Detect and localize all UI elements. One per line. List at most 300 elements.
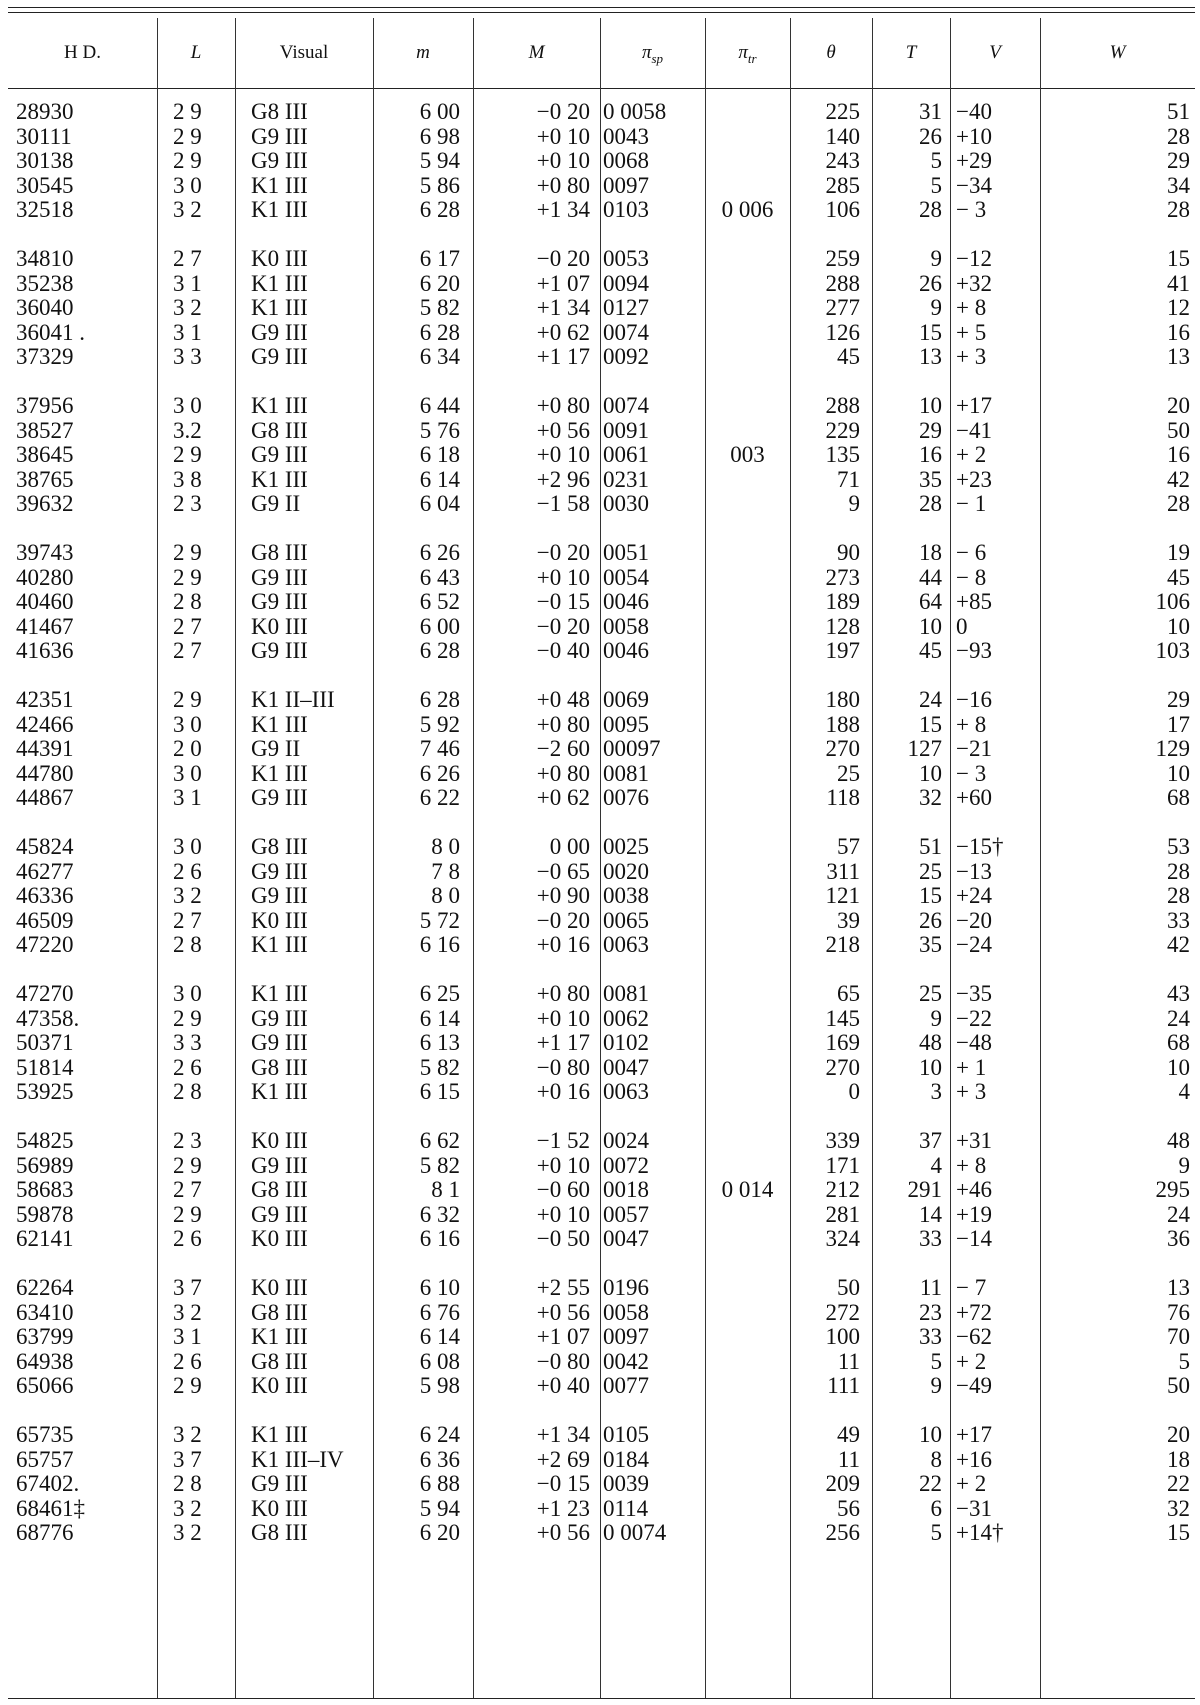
cell-l: 2 7 (173, 613, 202, 639)
cell-theta: 339 (825, 1128, 860, 1153)
cell-l: 3 2 (173, 295, 202, 321)
cell-v: − 6 (956, 540, 987, 565)
cell-m: 6 32 (419, 1201, 460, 1227)
cell-visual: K1 III (251, 711, 308, 737)
cell-l: 2 6 (173, 1054, 202, 1080)
cell-v: +14† (956, 1520, 1004, 1546)
cell-pi-tr: 003 (730, 442, 765, 468)
cell-theta: 288 (825, 270, 860, 296)
cell-w: 12 (1167, 295, 1190, 321)
cell-w: 29 (1167, 687, 1190, 712)
cell-hd: 38765 (16, 466, 74, 492)
cell-m: +0 10 (536, 1152, 590, 1178)
cell-l: 2 8 (173, 1471, 202, 1497)
cell-v: +23 (956, 466, 992, 492)
cell-t: 25 (919, 981, 942, 1006)
cell-t: 6 (930, 1495, 942, 1521)
cell-hd: 51814 (16, 1054, 74, 1080)
cell-pi-tr (705, 858, 790, 885)
cell-t: 15 (919, 711, 942, 737)
cell-visual: K1 II–III (251, 687, 335, 712)
cell-v: − 8 (956, 564, 987, 590)
cell-l: 2 0 (173, 736, 202, 762)
header-m-absolute: M (528, 42, 545, 63)
cell-t: 28 (919, 197, 942, 223)
cell-theta: 121 (825, 883, 860, 909)
cell-theta: 11 (837, 1446, 860, 1472)
cell-visual: K1 III (251, 932, 308, 958)
cell-visual: K1 III (251, 1422, 308, 1447)
cell-m: 6 17 (419, 246, 460, 271)
cell-v: −22 (956, 1005, 992, 1031)
cell-pi-sp: 0074 (603, 393, 649, 418)
cell-theta: 229 (825, 417, 860, 443)
cell-m: 6 04 (419, 491, 460, 517)
cell-pi-tr (705, 270, 790, 297)
cell-pi-tr (705, 539, 790, 566)
cell-t: 13 (919, 344, 942, 370)
cell-hd: 65066 (16, 1373, 74, 1399)
cell-hd: 68461‡ (16, 1495, 85, 1521)
cell-v: + 3 (956, 344, 987, 370)
cell-theta: 270 (825, 1054, 860, 1080)
cell-m: 6 28 (419, 638, 460, 664)
cell-l: 2 9 (173, 1201, 202, 1227)
cell-pi-tr (705, 1372, 790, 1399)
cell-m: +0 48 (536, 687, 590, 712)
cell-l: 2 7 (173, 907, 202, 933)
cell-hd: 62141 (16, 1226, 74, 1252)
cell-pi-tr (705, 1421, 790, 1448)
cell-m: 6 00 (419, 99, 460, 124)
cell-t: 22 (919, 1471, 942, 1497)
cell-m: −0 50 (536, 1226, 590, 1252)
cell-v: +29 (956, 148, 992, 174)
column-divider (950, 18, 951, 1698)
cell-v: + 2 (956, 1471, 987, 1497)
cell-visual: G8 III (251, 417, 308, 443)
cell-l: 2 7 (173, 246, 202, 271)
cell-hd: 65735 (16, 1422, 74, 1447)
cell-theta: 189 (825, 589, 860, 615)
cell-v: 0 (956, 613, 968, 639)
cell-m: 8 1 (431, 1177, 460, 1203)
cell-l: 3 2 (173, 1299, 202, 1325)
column-divider (600, 18, 601, 1698)
cell-visual: G9 III (251, 638, 308, 664)
cell-visual: K0 III (251, 613, 308, 639)
cell-visual: K1 III (251, 760, 308, 786)
cell-v: −49 (956, 1373, 992, 1399)
cell-l: 3 7 (173, 1446, 202, 1472)
cell-l: 2 9 (173, 564, 202, 590)
cell-pi-tr (705, 319, 790, 346)
cell-pi-sp: 0127 (603, 295, 649, 321)
cell-l: 3.2 (173, 417, 202, 443)
cell-theta: 126 (825, 319, 860, 345)
cell-pi-sp: 0196 (603, 1275, 649, 1300)
cell-m: +0 10 (536, 1005, 590, 1031)
cell-theta: 324 (825, 1226, 860, 1252)
header-pi-sp: $\pi_{sp}$ (641, 42, 664, 66)
cell-visual: G8 III (251, 1348, 308, 1374)
cell-m: −0 80 (536, 1348, 590, 1374)
cell-pi-sp: 0077 (603, 1373, 649, 1399)
cell-visual: G8 III (251, 1520, 308, 1546)
cell-visual: G9 III (251, 1471, 308, 1497)
cell-visual: K1 III (251, 393, 308, 418)
cell-v: − 1 (956, 491, 987, 517)
cell-pi-tr (705, 1470, 790, 1497)
cell-hd: 53925 (16, 1079, 74, 1105)
cell-w: 129 (1155, 736, 1190, 762)
cell-t: 64 (919, 589, 942, 615)
cell-m: 5 86 (419, 172, 460, 198)
cell-visual: G8 III (251, 1177, 308, 1203)
cell-theta: 111 (827, 1373, 860, 1399)
cell-v: + 5 (956, 319, 987, 345)
cell-v: + 2 (956, 1348, 987, 1374)
cell-l: 3 3 (173, 1030, 202, 1056)
cell-t: 8 (930, 1446, 942, 1472)
cell-theta: 49 (837, 1422, 860, 1447)
cell-theta: 100 (825, 1324, 860, 1350)
cell-pi-tr (705, 613, 790, 640)
cell-pi-tr (705, 1519, 790, 1546)
cell-pi-tr (705, 833, 790, 860)
cell-pi-sp: 0062 (603, 1005, 649, 1031)
cell-visual: G8 III (251, 99, 308, 124)
cell-m: +0 10 (536, 564, 590, 590)
header-m-apparent: m (416, 42, 430, 63)
cell-m: 6 20 (419, 1520, 460, 1546)
cell-m: 5 82 (419, 1054, 460, 1080)
cell-visual: G9 III (251, 785, 308, 811)
cell-hd: 64938 (16, 1348, 74, 1374)
cell-m: +2 55 (536, 1275, 590, 1300)
cell-m: 6 15 (419, 1079, 460, 1105)
cell-t: 5 (930, 1348, 942, 1374)
cell-t: 10 (919, 760, 942, 786)
cell-m: 6 62 (419, 1128, 460, 1153)
cell-hd: 44867 (16, 785, 74, 811)
cell-t: 16 (919, 442, 942, 468)
header-rule (8, 88, 1195, 89)
cell-v: −12 (956, 246, 992, 271)
cell-theta: 140 (825, 123, 860, 149)
cell-m: +1 17 (536, 1030, 590, 1056)
cell-visual: K0 III (251, 1226, 308, 1252)
cell-l: 3 1 (173, 270, 202, 296)
cell-v: −24 (956, 932, 992, 958)
cell-pi-tr (705, 686, 790, 713)
cell-pi-sp: 0020 (603, 858, 649, 884)
cell-hd: 38527 (16, 417, 74, 443)
cell-t: 33 (919, 1226, 942, 1252)
cell-m: +0 10 (536, 123, 590, 149)
top-rule-double (8, 12, 1195, 13)
cell-t: 15 (919, 883, 942, 909)
cell-pi-sp: 0058 (603, 613, 649, 639)
cell-hd: 67402. (16, 1471, 80, 1497)
cell-hd: 28930 (16, 99, 74, 124)
cell-pi-sp: 0103 (603, 197, 649, 223)
cell-hd: 54825 (16, 1128, 74, 1153)
cell-m: 6 14 (419, 1005, 460, 1031)
cell-m: −0 20 (536, 99, 590, 124)
cell-m: +2 96 (536, 466, 590, 492)
cell-v: −41 (956, 417, 992, 443)
cell-pi-tr (705, 392, 790, 419)
cell-visual: G9 III (251, 1005, 308, 1031)
cell-pi-tr (705, 980, 790, 1007)
cell-m: 6 20 (419, 270, 460, 296)
cell-w: 50 (1167, 1373, 1190, 1399)
header-pi-tr: $\pi_{tr}$ (738, 42, 757, 66)
cell-pi-tr (705, 907, 790, 934)
cell-visual: K1 III–IV (251, 1446, 344, 1472)
cell-pi-sp: 0054 (603, 564, 649, 590)
cell-w: 106 (1155, 589, 1190, 615)
cell-v: −40 (956, 99, 992, 124)
cell-pi-tr (705, 1323, 790, 1350)
cell-pi-tr: 0 006 (721, 197, 774, 223)
cell-t: 127 (907, 736, 942, 762)
cell-m: −0 20 (536, 907, 590, 933)
cell-theta: 118 (826, 785, 860, 811)
header-t: T (905, 42, 917, 63)
cell-t: 31 (919, 99, 942, 124)
cell-theta: 145 (825, 1005, 860, 1031)
cell-v: − 7 (956, 1275, 987, 1300)
cell-hd: 30545 (16, 172, 74, 198)
cell-w: 18 (1167, 1446, 1190, 1472)
cell-m: 6 88 (419, 1471, 460, 1497)
cell-pi-tr (705, 1152, 790, 1179)
cell-m: +0 80 (536, 760, 590, 786)
cell-m: 6 18 (419, 442, 460, 468)
cell-v: +46 (956, 1177, 992, 1203)
cell-m: −0 40 (536, 638, 590, 664)
cell-hd: 41636 (16, 638, 74, 664)
cell-visual: K1 III (251, 270, 308, 296)
cell-m: +0 56 (536, 1299, 590, 1325)
cell-t: 5 (930, 1520, 942, 1546)
cell-t: 15 (919, 319, 942, 345)
cell-theta: 128 (825, 613, 860, 639)
cell-l: 2 9 (173, 687, 202, 712)
cell-pi-tr (705, 564, 790, 591)
cell-v: −31 (956, 1495, 992, 1521)
cell-visual: G9 III (251, 1152, 308, 1178)
cell-t: 45 (919, 638, 942, 664)
header-v: V (989, 42, 1001, 63)
cell-w: 76 (1167, 1299, 1190, 1325)
cell-theta: 281 (825, 1201, 860, 1227)
cell-t: 35 (919, 466, 942, 492)
cell-t: 3 (930, 1079, 942, 1105)
cell-w: 45 (1167, 564, 1190, 590)
cell-pi-sp: 0114 (603, 1495, 649, 1521)
column-divider (235, 18, 236, 1698)
cell-t: 9 (930, 1005, 942, 1031)
cell-pi-sp: 0069 (603, 687, 649, 712)
cell-m: 6 10 (419, 1275, 460, 1300)
cell-l: 2 6 (173, 1348, 202, 1374)
cell-hd: 59878 (16, 1201, 74, 1227)
cell-w: 34 (1167, 172, 1190, 198)
cell-hd: 42351 (16, 687, 74, 712)
cell-w: 28 (1167, 197, 1190, 223)
header-hd: H D. (64, 42, 101, 63)
cell-theta: 71 (837, 466, 860, 492)
cell-l: 2 6 (173, 1226, 202, 1252)
cell-hd: 68776 (16, 1520, 74, 1546)
cell-w: 10 (1167, 760, 1190, 786)
cell-w: 9 (1178, 1152, 1190, 1178)
cell-t: 37 (919, 1128, 942, 1153)
cell-w: 28 (1167, 858, 1190, 884)
cell-t: 26 (919, 907, 942, 933)
cell-m: −2 60 (536, 736, 590, 762)
cell-pi-sp: 0 0074 (603, 1520, 667, 1546)
cell-visual: G9 III (251, 319, 308, 345)
cell-pi-sp: 0081 (603, 760, 649, 786)
cell-pi-sp: 0072 (603, 1152, 649, 1178)
cell-m: +0 80 (536, 172, 590, 198)
cell-visual: K0 III (251, 1275, 308, 1300)
cell-l: 3 0 (173, 711, 202, 737)
cell-m: 6 43 (419, 564, 460, 590)
cell-w: 50 (1167, 417, 1190, 443)
cell-theta: 212 (825, 1177, 860, 1203)
cell-hd: 38645 (16, 442, 74, 468)
cell-pi-sp: 0024 (603, 1128, 649, 1153)
cell-m: 7 8 (431, 858, 460, 884)
cell-hd: 62264 (16, 1275, 74, 1300)
cell-theta: 188 (825, 711, 860, 737)
cell-visual: K1 III (251, 1079, 308, 1105)
cell-theta: 25 (837, 760, 860, 786)
cell-m: 8 0 (431, 883, 460, 909)
cell-hd: 36041 . (16, 319, 85, 345)
cell-l: 2 3 (173, 1128, 202, 1153)
cell-t: 25 (919, 858, 942, 884)
cell-hd: 41467 (16, 613, 74, 639)
cell-l: 3 0 (173, 981, 202, 1006)
cell-m: 5 92 (419, 711, 460, 737)
cell-m: +0 16 (536, 1079, 590, 1105)
cell-l: 3 0 (173, 172, 202, 198)
cell-theta: 180 (825, 687, 860, 712)
cell-l: 3 2 (173, 197, 202, 223)
cell-m: −0 60 (536, 1177, 590, 1203)
cell-hd: 37329 (16, 344, 74, 370)
cell-t: 33 (919, 1324, 942, 1350)
cell-v: − 3 (956, 760, 987, 786)
cell-m: 5 94 (419, 148, 460, 174)
cell-m: +0 80 (536, 981, 590, 1006)
cell-w: 24 (1167, 1201, 1190, 1227)
cell-m: −0 20 (536, 613, 590, 639)
cell-pi-sp: 0184 (603, 1446, 649, 1472)
cell-t: 26 (919, 123, 942, 149)
cell-l: 2 7 (173, 1177, 202, 1203)
cell-theta: 209 (825, 1471, 860, 1497)
cell-pi-sp: 0091 (603, 417, 649, 443)
cell-l: 3 0 (173, 393, 202, 418)
cell-hd: 42466 (16, 711, 74, 737)
cell-v: −14 (956, 1226, 992, 1252)
cell-m: 5 82 (419, 1152, 460, 1178)
cell-v: −35 (956, 981, 992, 1006)
cell-pi-tr: 0 014 (721, 1177, 774, 1203)
cell-w: 28 (1167, 491, 1190, 517)
cell-w: 15 (1167, 1520, 1190, 1546)
cell-visual: K1 III (251, 1324, 308, 1350)
cell-t: 10 (919, 1054, 942, 1080)
cell-t: 26 (919, 270, 942, 296)
cell-m: −0 15 (536, 589, 590, 615)
cell-pi-sp: 0105 (603, 1422, 649, 1447)
bottom-rule (8, 1698, 1195, 1699)
cell-w: 42 (1167, 466, 1190, 492)
cell-visual: G9 III (251, 344, 308, 370)
cell-pi-sp: 0053 (603, 246, 649, 271)
cell-pi-tr (705, 466, 790, 493)
cell-v: +10 (956, 123, 992, 149)
cell-pi-sp: 0 0058 (603, 99, 667, 124)
cell-l: 2 6 (173, 858, 202, 884)
cell-visual: G9 II (251, 736, 301, 762)
cell-hd: 35238 (16, 270, 74, 296)
cell-m: −0 80 (536, 1054, 590, 1080)
cell-m: +0 62 (536, 319, 590, 345)
cell-w: 70 (1167, 1324, 1190, 1350)
cell-m: 6 76 (419, 1299, 460, 1325)
cell-hd: 32518 (16, 197, 74, 223)
cell-theta: 270 (825, 736, 860, 762)
cell-theta: 57 (837, 834, 860, 859)
cell-theta: 311 (826, 858, 860, 884)
cell-v: +24 (956, 883, 992, 909)
cell-v: + 2 (956, 442, 987, 468)
cell-w: 43 (1167, 981, 1190, 1006)
cell-hd: 40460 (16, 589, 74, 615)
cell-pi-tr (705, 1054, 790, 1081)
cell-visual: G9 III (251, 148, 308, 174)
cell-w: 36 (1167, 1226, 1190, 1252)
cell-t: 44 (919, 564, 942, 590)
cell-pi-sp: 0231 (603, 466, 649, 492)
cell-pi-tr (705, 490, 790, 517)
cell-m: 6 26 (419, 760, 460, 786)
cell-hd: 44391 (16, 736, 74, 762)
header-l: L (190, 42, 202, 63)
cell-visual: K0 III (251, 246, 308, 271)
cell-pi-sp: 0095 (603, 711, 649, 737)
cell-m: 6 24 (419, 1422, 460, 1447)
cell-v: +16 (956, 1446, 992, 1472)
cell-t: 10 (919, 1422, 942, 1447)
cell-w: 42 (1167, 932, 1190, 958)
cell-v: + 8 (956, 1152, 987, 1178)
cell-w: 16 (1167, 319, 1190, 345)
cell-m: 6 44 (419, 393, 460, 418)
cell-pi-tr (705, 735, 790, 762)
cell-pi-sp: 0018 (603, 1177, 649, 1203)
cell-pi-sp: 0081 (603, 981, 649, 1006)
